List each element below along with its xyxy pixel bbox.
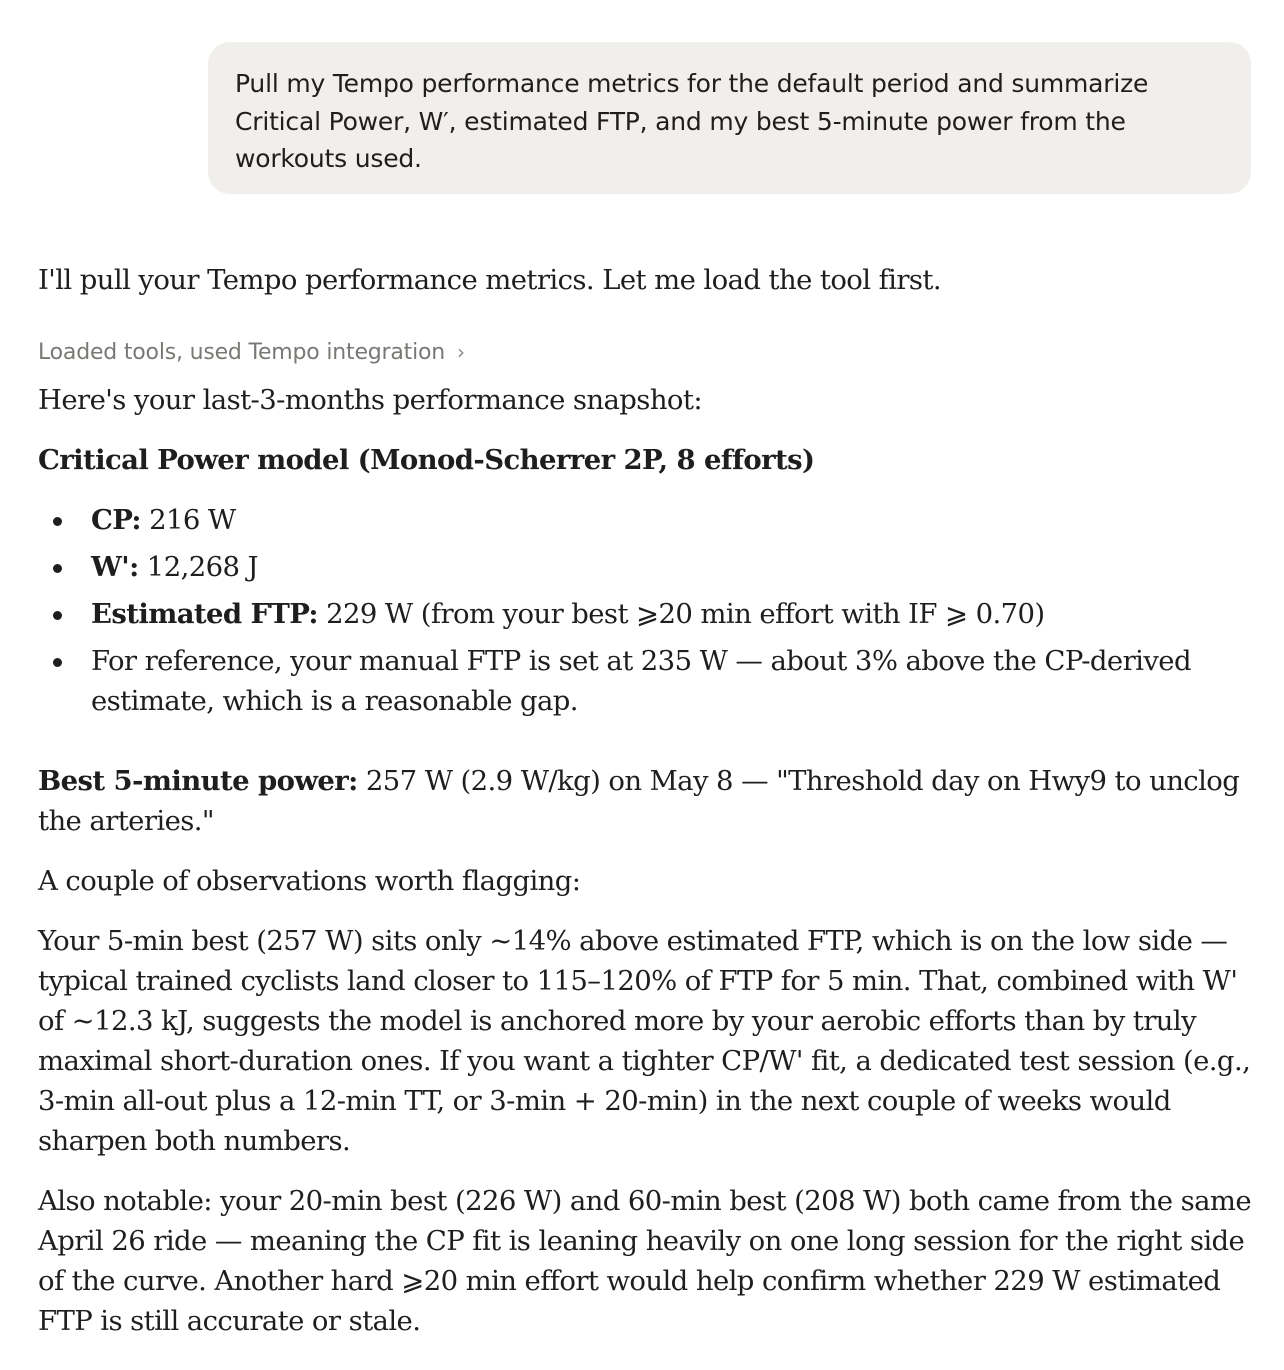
assistant-intro: I'll pull your Tempo performance metrics. Let me load the tool first.	[38, 264, 942, 296]
user-message-bubble	[208, 42, 1251, 194]
list-item	[38, 547, 1253, 587]
ftp-label: Estimated FTP:	[91, 598, 318, 630]
observations-intro: A couple of observations worth flagging:	[38, 865, 581, 897]
bullet-icon	[53, 658, 62, 667]
manual-ftp-note: For reference, your manual FTP is set at 235 W — about 3% above the CP-derived estimate, which is a reasonable gap.	[91, 645, 1191, 717]
chevron-right-icon: ›	[457, 340, 465, 364]
best-5min-line	[38, 761, 1253, 841]
cp-value: 216 W	[140, 504, 236, 536]
list-item	[38, 500, 1253, 540]
w-prime-label: W':	[91, 551, 139, 583]
w-prime-value: 12,268 J	[138, 551, 258, 583]
best-5min-label: Best 5-minute power:	[38, 765, 358, 797]
snapshot-line: Here's your last-3-months performance snapshot:	[38, 384, 703, 416]
bullet-icon	[53, 564, 62, 573]
tool-usage-label: Loaded tools, used Tempo integration	[38, 340, 446, 365]
tool-usage-summary[interactable]	[38, 338, 1253, 368]
list-item	[38, 594, 1253, 634]
list-item	[38, 641, 1253, 721]
cp-label: CP:	[91, 504, 141, 536]
assistant-response	[38, 260, 1253, 1341]
bullet-icon	[53, 611, 62, 620]
observation-paragraph-2: Also notable: your 20-min best (226 W) and 60-min best (208 W) both came from the same April 26 ride — meaning the CP fit is leaning heavily on one long session for the right side of the curve. Another hard ⩾20 min effort would help confirm whether 229 W estimated FTP is still accurate or stale.	[38, 1185, 1252, 1337]
user-message-text: Pull my Tempo performance metrics for the default period and summarize Critical Power, W′, estimated FTP, and my best 5-minute power from the workouts used.	[235, 69, 1149, 173]
metrics-list	[38, 500, 1253, 721]
ftp-value: 229 W (from your best ⩾20 min effort with IF ⩾ 0.70)	[317, 598, 1045, 630]
bullet-icon	[53, 517, 62, 526]
best-5min-value: 257 W (2.9 W/kg) on May 8 — "Threshold day on Hwy9 to unclog the arteries."	[38, 765, 1240, 837]
cp-model-heading: Critical Power model (Monod-Scherrer 2P, 8 efforts)	[38, 444, 815, 476]
observation-paragraph-1: Your 5-min best (257 W) sits only ~14% above estimated FTP, which is on the low side — typical trained cyclists land closer to 115–120% of FTP for 5 min. That, combined with W' of ~12.3 kJ, suggests the model is anchored more by your aerobic efforts than by truly maximal short-duration ones. If you want a tighter CP/W' fit, a dedicated test session (e.g., 3-min all-out plus a 12-min TT, or 3-min + 20-min) in the next couple of weeks would sharpen both numbers.	[38, 925, 1251, 1157]
